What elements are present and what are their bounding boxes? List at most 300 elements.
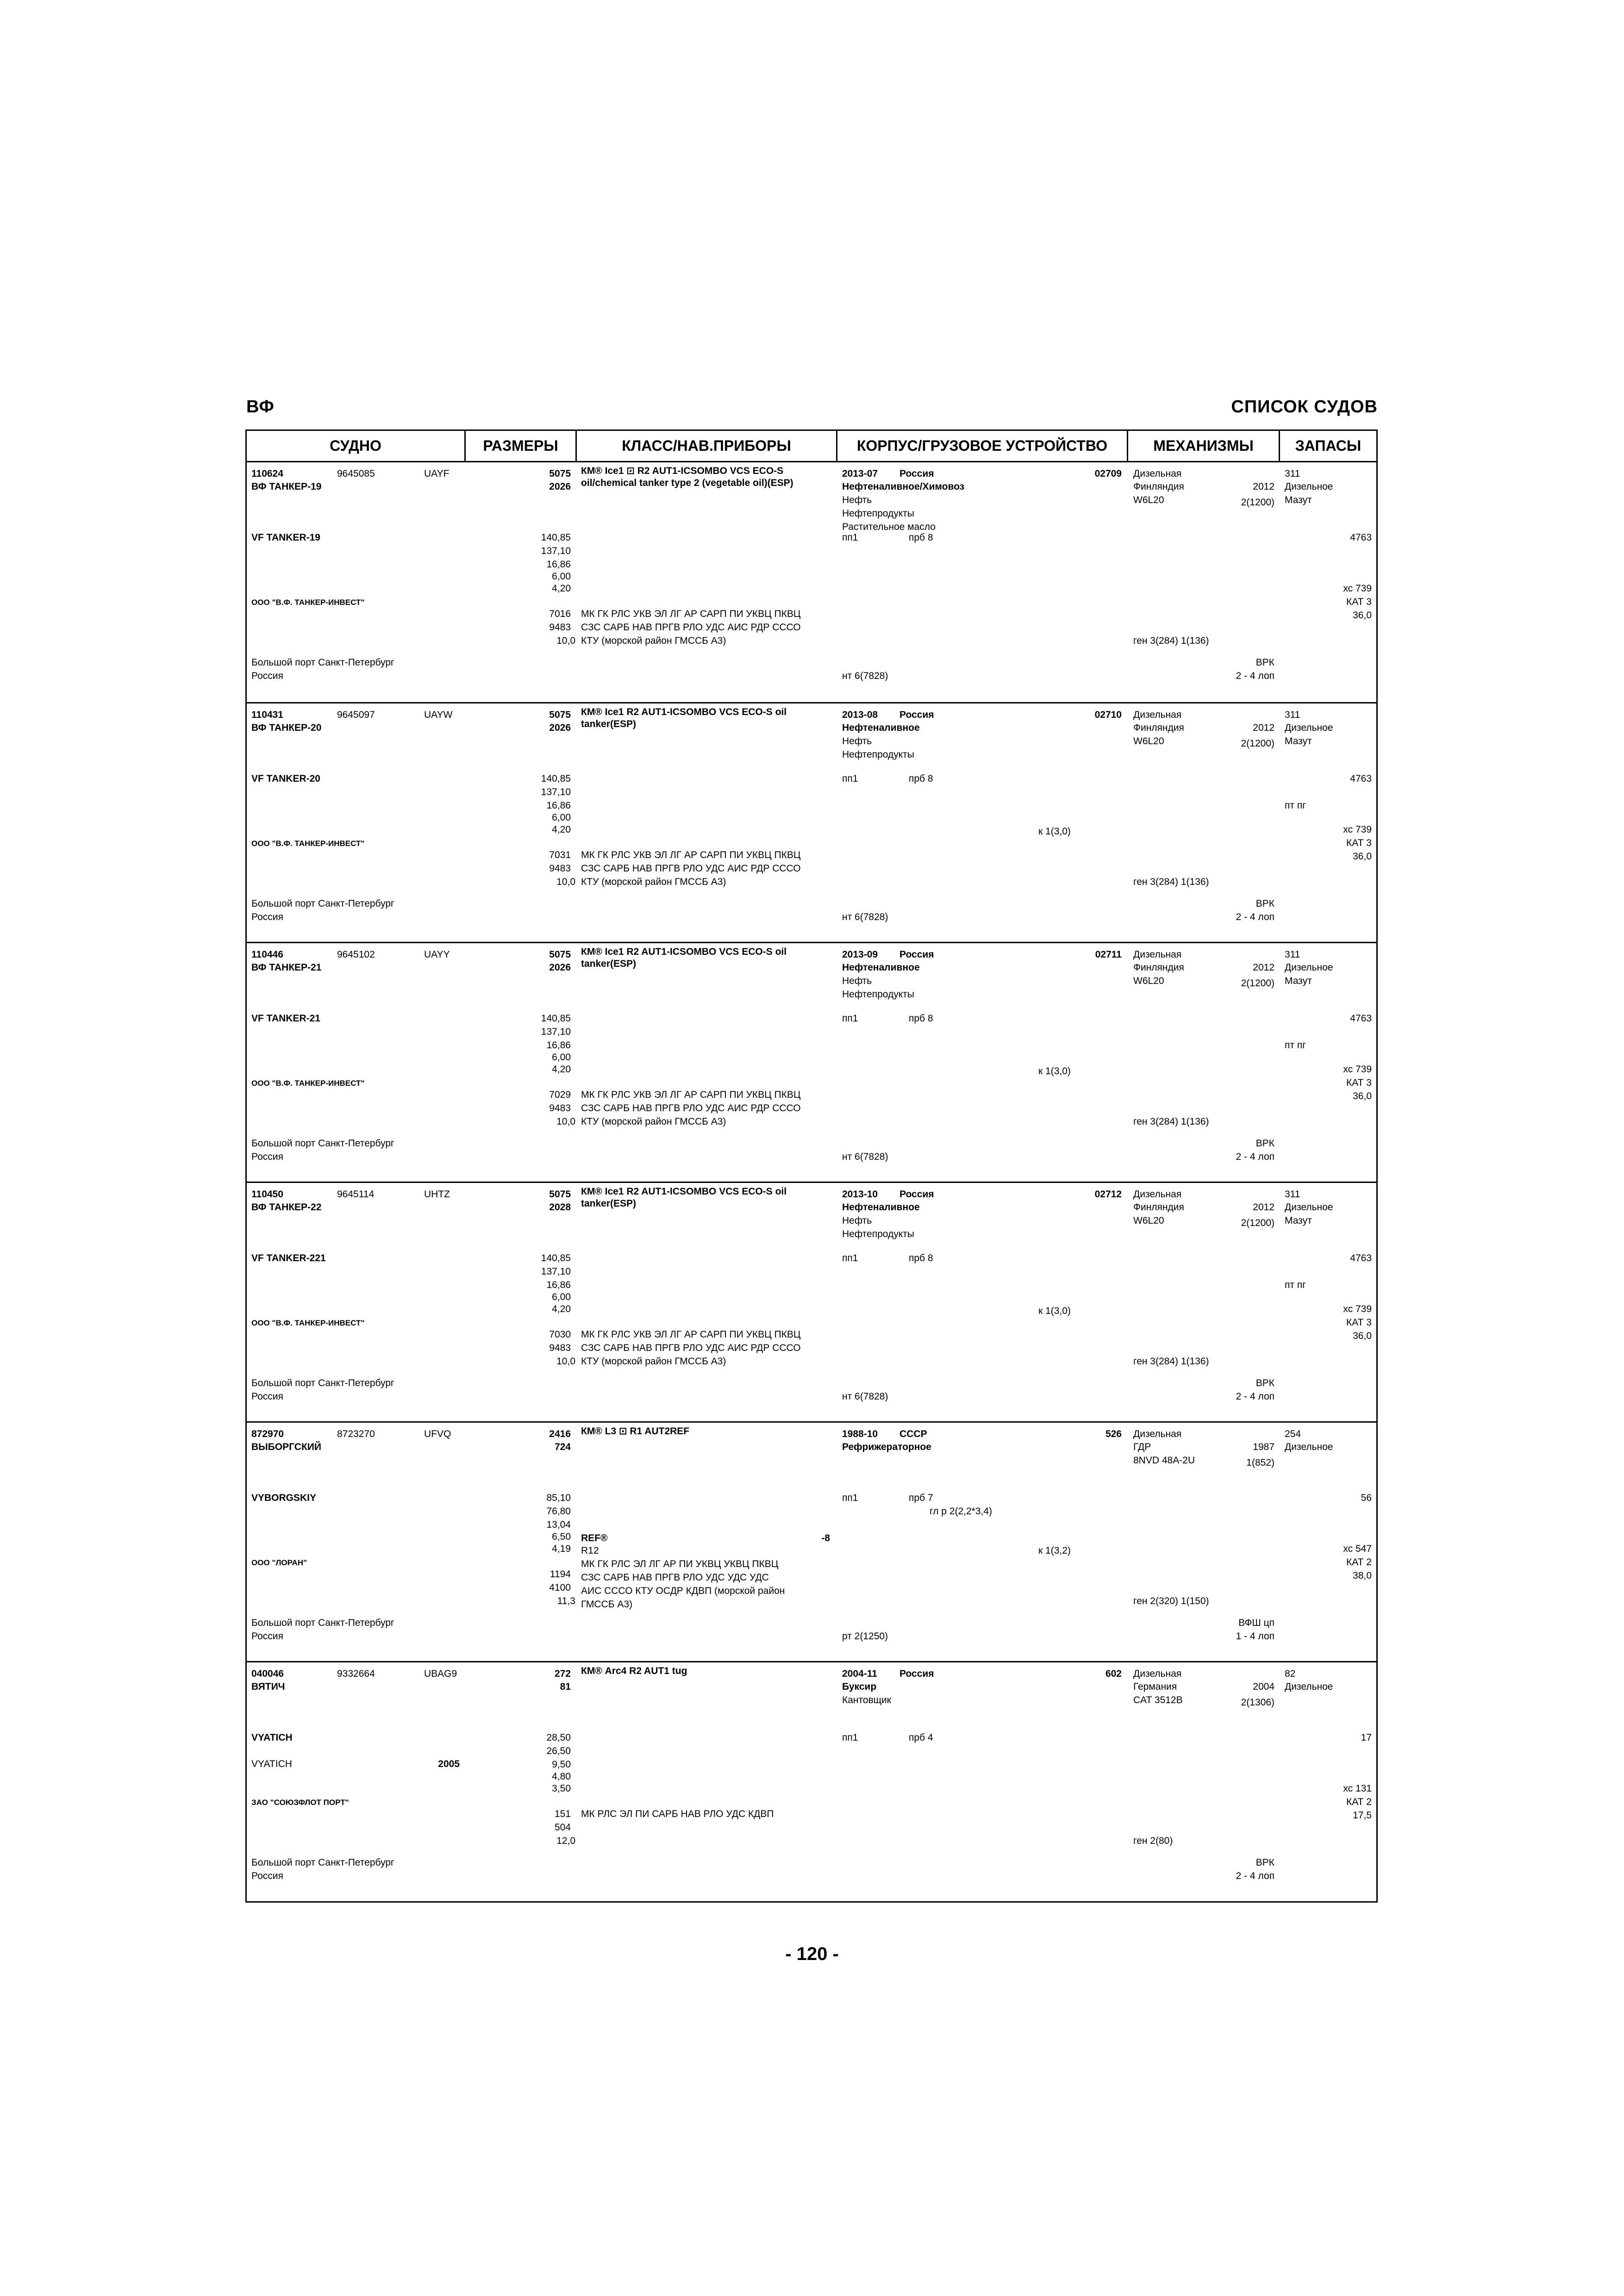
gross-tonnage: 5075 (549, 468, 571, 479)
build-country: Россия (899, 1189, 934, 1200)
call-sign: UHTZ (424, 1189, 450, 1200)
nav-equipment-line: КТУ (морской район ГМССБ А3) (581, 1356, 726, 1367)
engine-type: Дизельная (1133, 1189, 1182, 1200)
cargo-types-line: Кантовщик (842, 1695, 891, 1705)
breadth: 13,04 (546, 1519, 571, 1530)
nav-equipment-line: СЗС САРБ НАВ ПРГВ РЛО УДС АИС РДР СССО (581, 863, 801, 874)
call-sign: UBAG9 (424, 1668, 457, 1679)
cargo-types-line: Нефтепродукты (842, 749, 914, 760)
class-notation (581, 465, 793, 489)
imo-number: 9645097 (337, 709, 375, 720)
length-overall: 140,85 (541, 532, 571, 543)
flag-country: Россия (251, 1391, 283, 1402)
deadweight: 7016 (549, 609, 571, 619)
engine-year: 1987 (1253, 1442, 1274, 1452)
propeller-blades: 2 - 4 лоп (1236, 671, 1274, 681)
nav-equipment-line: МК ГК РЛС УКВ ЭЛ ЛГ АР САРП ПИ УКВЦ ПКВЦ (581, 850, 801, 860)
imo-number: 8723270 (337, 1429, 375, 1439)
fuel-type-2: Мазут (1285, 495, 1312, 505)
home-port: Большой порт Санкт-Петербург (251, 1857, 394, 1868)
engine-country: Финляндия (1133, 722, 1184, 733)
ship-name: ВФ ТАНКЕР-21 (251, 962, 322, 973)
stores-xs: хс 739 (1343, 824, 1372, 835)
length-perpendiculars: 137,10 (541, 546, 571, 556)
bulkheads: прб 8 (909, 773, 933, 784)
home-port: Большой порт Санкт-Петербург (251, 1138, 394, 1149)
class-notation (581, 1186, 787, 1210)
engine-type: Дизельная (1133, 949, 1182, 960)
cranes: к 1(3,0) (1038, 1066, 1071, 1076)
propeller-blades: 2 - 4 лоп (1236, 912, 1274, 922)
decks: пп1 (842, 1732, 858, 1743)
hull-type: Рефрижераторное (842, 1442, 931, 1452)
stores-xs: хс 547 (1343, 1543, 1372, 1554)
fuel-type: Дизельное (1285, 1202, 1333, 1213)
fuel-type: Дизельное (1285, 962, 1333, 973)
ship-record (247, 462, 1376, 703)
deadweight: 1194 (550, 1569, 571, 1580)
net-tonnage: 2026 (549, 481, 571, 492)
stores-marks: пт пг (1285, 800, 1306, 811)
cargo-types-line: Нефтепродукты (842, 508, 914, 519)
flag-country: Россия (251, 1631, 283, 1642)
class-notation-line: КМ® Arc4 R2 AUT1 tug (581, 1666, 687, 1676)
breadth: 16,86 (546, 559, 571, 570)
stores-capacity: 82 (1285, 1668, 1296, 1679)
ship-name: ВФ ТАНКЕР-20 (251, 722, 322, 733)
build-country: Россия (899, 468, 934, 479)
cargo-capacity: 9483 (549, 863, 571, 874)
fuel-type-2: Мазут (1285, 1215, 1312, 1226)
stores-capacity: 311 (1285, 709, 1300, 720)
nav-equipment (581, 1557, 785, 1611)
cargo-types-line: Нефтепродукты (842, 1229, 914, 1239)
stores-category: КАТ 3 (1346, 597, 1372, 607)
ship-former-name: VYATICH (251, 1759, 292, 1769)
stores-xs: хс 739 (1343, 583, 1372, 594)
speed: 10,0 (556, 635, 575, 646)
yard-number: 02710 (1094, 709, 1122, 720)
generators: ген 3(284) 1(136) (1133, 1356, 1209, 1367)
depth: 6,00 (552, 571, 571, 582)
class-notation (581, 946, 787, 970)
ship-owner: ООО "В.Ф. ТАНКЕР-ИНВЕСТ" (251, 598, 365, 607)
engine-year: 2012 (1253, 481, 1274, 492)
engine-year: 2012 (1253, 1202, 1274, 1213)
engine-model: CAT 3512B (1133, 1695, 1183, 1705)
engine-type: Дизельная (1133, 468, 1182, 479)
propeller: ВРК (1255, 1378, 1274, 1388)
speed: 12,0 (556, 1836, 575, 1846)
registry-number: 110446 (251, 949, 283, 960)
speed: 10,0 (556, 1116, 575, 1127)
generators: ген 3(284) 1(136) (1133, 635, 1209, 646)
class-notation (581, 1425, 689, 1437)
length-perpendiculars: 76,80 (546, 1506, 571, 1517)
registry-number: 110624 (251, 468, 283, 479)
build-country: Россия (899, 1668, 934, 1679)
depth: 6,00 (552, 812, 571, 823)
tanks: нт 6(7828) (842, 1151, 888, 1162)
stores-marks: пт пг (1285, 1040, 1306, 1051)
hull-type: Нефтеналивное (842, 722, 920, 733)
depth: 6,50 (552, 1531, 571, 1542)
decks: пп1 (842, 1253, 858, 1263)
depth: 6,00 (552, 1052, 571, 1063)
deadweight: 7031 (549, 850, 571, 860)
imo-number: 9645085 (337, 468, 375, 479)
col-header-machinery: МЕХАНИЗМЫ (1153, 437, 1254, 454)
stores-xs-value: 36,0 (1353, 851, 1372, 862)
cargo-types-line: Растительное масло (842, 522, 936, 532)
nav-equipment-line: КТУ (морской район ГМССБ А3) (581, 635, 726, 646)
build-date: 2004-11 (842, 1668, 877, 1679)
stores-value: 4763 (1350, 773, 1372, 784)
fuel-type: Дизельное (1285, 1442, 1333, 1452)
engine-country: Финляндия (1133, 962, 1184, 973)
breadth: 16,86 (546, 800, 571, 811)
stores-xs-value: 38,0 (1353, 1570, 1372, 1581)
ship-owner: ООО "В.Ф. ТАНКЕР-ИНВЕСТ" (251, 1079, 365, 1088)
cargo-capacity: 9483 (549, 622, 571, 633)
stores-xs-value: 17,5 (1353, 1810, 1372, 1821)
class-notation-line: tanker(ESP) (581, 958, 637, 969)
length-overall: 140,85 (541, 1013, 571, 1024)
ship-owner: ЗАО "СОЮЗФЛОТ ПОРТ" (251, 1798, 349, 1807)
deadweight: 7029 (549, 1089, 571, 1100)
propeller: ВРК (1255, 1857, 1274, 1868)
header-left: ВФ (246, 397, 275, 417)
draught: 4,20 (552, 1304, 571, 1314)
stores-value: 4763 (1350, 1253, 1372, 1263)
gross-tonnage: 2416 (549, 1429, 571, 1439)
ship-name-latin: VF TANKER-21 (251, 1013, 320, 1024)
yard-number: 02711 (1095, 949, 1122, 960)
cranes: к 1(3,0) (1038, 826, 1071, 837)
imo-number: 9332664 (337, 1668, 375, 1679)
yard-number: 526 (1105, 1429, 1122, 1439)
nav-equipment-line: МК ГК РЛС ЭЛ ЛГ АР ПИ УКВЦ УКВЦ ПКВЦ (581, 1559, 779, 1569)
ship-name-latin: VF TANKER-221 (251, 1253, 326, 1263)
class-notation-line: КМ® L3 ⊡ R1 AUT2REF (581, 1426, 690, 1437)
breadth: 9,50 (552, 1759, 571, 1770)
hull-type: Нефтеналивное (842, 962, 920, 973)
stores-value: 56 (1361, 1493, 1372, 1503)
stores-value: 17 (1361, 1732, 1372, 1743)
ship-owner: ООО "В.Ф. ТАНКЕР-ИНВЕСТ" (251, 1319, 365, 1327)
length-perpendiculars: 137,10 (541, 1266, 571, 1277)
call-sign: UFVQ (424, 1429, 451, 1439)
home-port: Большой порт Санкт-Петербург (251, 1618, 394, 1628)
ship-name-latin: VYATICH (251, 1732, 293, 1743)
fuel-type-2: Мазут (1285, 736, 1312, 747)
ship-table (245, 429, 1378, 1903)
decks: пп1 (842, 532, 858, 543)
hatches: гл р 2(2,2*3,4) (930, 1506, 993, 1517)
engine-model: W6L20 (1133, 1215, 1164, 1226)
class-notation-line: КМ® Ice1 ⊡ R2 AUT1-ICSOMBO VCS ECO-S (581, 466, 784, 476)
net-tonnage: 2026 (549, 722, 571, 733)
nav-equipment (581, 1328, 801, 1368)
stores-category: КАТ 3 (1346, 1077, 1372, 1088)
fuel-type: Дизельное (1285, 722, 1333, 733)
speed: 10,0 (556, 877, 575, 887)
speed: 11,3 (557, 1596, 575, 1606)
class-notation (581, 1665, 687, 1677)
bulkheads: прб 8 (909, 1013, 933, 1024)
column-headers (247, 431, 1376, 462)
tanks: нт 6(7828) (842, 671, 888, 681)
propeller-blades: 1 - 4 лоп (1236, 1631, 1274, 1642)
yard-number: 02709 (1094, 468, 1122, 479)
nav-equipment-line: СЗС САРБ НАВ ПРГВ РЛО УДС УДС УДС (581, 1572, 769, 1583)
nav-equipment (581, 607, 801, 647)
nav-equipment-line: ГМССБ А3) (581, 1599, 633, 1610)
net-tonnage: 2028 (549, 1202, 571, 1213)
class-notation-line: tanker(ESP) (581, 719, 637, 729)
nav-equipment-line: КТУ (морской район ГМССБ А3) (581, 1116, 726, 1127)
fuel-type: Дизельное (1285, 1681, 1333, 1692)
gross-tonnage: 5075 (549, 949, 571, 960)
draught: 3,50 (552, 1783, 571, 1794)
net-tonnage: 724 (554, 1442, 571, 1452)
engine-power: 2(1200) (1241, 497, 1274, 508)
length-overall: 85,10 (546, 1493, 571, 1503)
yard-number: 602 (1105, 1668, 1122, 1679)
engine-country: Финляндия (1133, 481, 1184, 492)
flag-country: Россия (251, 1151, 283, 1162)
cargo-capacity: 9483 (549, 1343, 571, 1353)
build-date: 2013-09 (842, 949, 878, 960)
cargo-types-line: Нефтепродукты (842, 989, 914, 1000)
home-port: Большой порт Санкт-Петербург (251, 1378, 394, 1388)
tanks: нт 6(7828) (842, 1391, 888, 1402)
build-date: 2013-10 (842, 1189, 878, 1200)
yard-number: 02712 (1094, 1189, 1122, 1200)
propeller: ВРК (1255, 657, 1274, 668)
ship-owner: ООО "В.Ф. ТАНКЕР-ИНВЕСТ" (251, 839, 365, 848)
ref-class-label: REF® (581, 1533, 608, 1543)
draught: 4,19 (552, 1543, 571, 1554)
nav-equipment (581, 848, 801, 889)
engine-year: 2004 (1253, 1681, 1274, 1692)
home-port: Большой порт Санкт-Петербург (251, 657, 394, 668)
ship-record (247, 943, 1376, 1183)
class-notation-line: tanker(ESP) (581, 1198, 637, 1209)
ship-record (247, 703, 1376, 943)
nav-equipment-line: АИС СССО КТУ ОСДР КДВП (морской район (581, 1586, 785, 1596)
build-country: СССР (899, 1429, 927, 1439)
depth: 4,80 (552, 1771, 571, 1782)
tanks: рт 2(1250) (842, 1631, 888, 1642)
ship-record (247, 1183, 1376, 1423)
length-perpendiculars: 137,10 (541, 787, 571, 797)
engine-power: 2(1306) (1241, 1697, 1274, 1708)
stores-marks: пт пг (1285, 1280, 1306, 1290)
class-notation-line: oil/chemical tanker type 2 (vegetable oil)(ESP) (581, 478, 793, 488)
imo-number: 9645102 (337, 949, 375, 960)
col-header-ship: СУДНО (330, 437, 381, 454)
length-overall: 140,85 (541, 773, 571, 784)
stores-category: КАТ 2 (1346, 1797, 1372, 1807)
col-header-stores: ЗАПАСЫ (1295, 437, 1362, 454)
nav-equipment-line: КТУ (морской район ГМССБ А3) (581, 877, 726, 887)
col-header-dimensions: РАЗМЕРЫ (483, 437, 558, 454)
build-date: 2013-08 (842, 709, 878, 720)
decks: пп1 (842, 773, 858, 784)
ship-name-latin: VF TANKER-20 (251, 773, 320, 784)
depth: 6,00 (552, 1292, 571, 1302)
engine-year: 2012 (1253, 722, 1274, 733)
engine-power: 2(1200) (1241, 738, 1274, 749)
stores-value: 4763 (1350, 1013, 1372, 1024)
breadth: 16,86 (546, 1280, 571, 1290)
length-perpendiculars: 26,50 (546, 1746, 571, 1756)
cargo-types-line: Нефть (842, 495, 872, 505)
engine-year: 2012 (1253, 962, 1274, 973)
nav-equipment (581, 1088, 801, 1128)
stores-category: КАТ 3 (1346, 1317, 1372, 1328)
ship-name: ВЯТИЧ (251, 1681, 285, 1692)
call-sign: UAYW (424, 709, 453, 720)
bulkheads: прб 8 (909, 532, 933, 543)
former-name-year: 2005 (438, 1759, 460, 1769)
breadth: 16,86 (546, 1040, 571, 1051)
draught: 4,20 (552, 1064, 571, 1075)
cargo-types (842, 974, 914, 1001)
registry-number: 872970 (251, 1429, 284, 1439)
header-right: СПИСОК СУДОВ (1231, 397, 1378, 417)
class-notation-line: КМ® Ice1 R2 AUT1-ICSOMBO VCS ECO-S oil (581, 1186, 787, 1197)
engine-type: Дизельная (1133, 709, 1182, 720)
cargo-types (842, 1214, 914, 1241)
class-notation-line: КМ® Ice1 R2 AUT1-ICSOMBO VCS ECO-S oil (581, 707, 787, 717)
engine-country: ГДР (1133, 1442, 1151, 1452)
imo-number: 9645114 (337, 1189, 375, 1200)
engine-model: W6L20 (1133, 976, 1164, 986)
cargo-capacity: 9483 (549, 1103, 571, 1114)
col-header-hull: КОРПУС/ГРУЗОВОЕ УСТРОЙСТВО (856, 437, 1108, 454)
net-tonnage: 2026 (549, 962, 571, 973)
propeller: ВФШ цп (1238, 1618, 1274, 1628)
hull-type: Нефтеналивное/Химовоз (842, 481, 965, 492)
cranes: к 1(3,0) (1038, 1306, 1071, 1316)
registry-number: 110431 (251, 709, 283, 720)
nav-equipment-line: СЗС САРБ НАВ ПРГВ РЛО УДС АИС РДР СССО (581, 1103, 801, 1114)
propeller: ВРК (1255, 898, 1274, 909)
registry-number: 040046 (251, 1668, 284, 1679)
stores-value: 4763 (1350, 532, 1372, 543)
build-country: Россия (899, 949, 934, 960)
stores-xs: хс 131 (1343, 1783, 1372, 1794)
engine-power: 1(852) (1246, 1457, 1274, 1468)
stores-xs-value: 36,0 (1353, 610, 1372, 621)
hull-type: Нефтеналивное (842, 1202, 920, 1213)
length-overall: 28,50 (546, 1732, 571, 1743)
ship-name-latin: VF TANKER-19 (251, 532, 320, 543)
fuel-type-2: Мазут (1285, 976, 1312, 986)
ship-record (247, 1423, 1376, 1662)
gross-tonnage: 5075 (549, 709, 571, 720)
nav-equipment-line: МК ГК РЛС УКВ ЭЛ ЛГ АР САРП ПИ УКВЦ ПКВЦ (581, 1329, 801, 1340)
engine-model: W6L20 (1133, 736, 1164, 747)
engine-model: 8NVD 48A-2U (1133, 1455, 1195, 1466)
cargo-capacity: 504 (554, 1822, 571, 1833)
nav-equipment-line: СЗС САРБ НАВ ПРГВ РЛО УДС АИС РДР СССО (581, 622, 801, 633)
nav-equipment-line: МК ГК РЛС УКВ ЭЛ ЛГ АР САРП ПИ УКВЦ ПКВЦ (581, 1089, 801, 1100)
cargo-types (842, 1693, 891, 1707)
engine-power: 2(1200) (1241, 978, 1274, 989)
call-sign: UAYY (424, 949, 450, 960)
fuel-type: Дизельное (1285, 481, 1333, 492)
col-header-class: КЛАСС/НАВ.ПРИБОРЫ (622, 437, 791, 454)
stores-capacity: 311 (1285, 949, 1300, 960)
ship-owner: ООО "ЛОРАН" (251, 1558, 307, 1567)
engine-type: Дизельная (1133, 1668, 1182, 1679)
build-date: 2013-07 (842, 468, 878, 479)
propeller-blades: 2 - 4 лоп (1236, 1391, 1274, 1402)
length-perpendiculars: 137,10 (541, 1027, 571, 1037)
cargo-types (842, 734, 914, 761)
stores-category: КАТ 3 (1346, 838, 1372, 848)
draught: 4,20 (552, 583, 571, 594)
cargo-types (842, 493, 936, 534)
stores-capacity: 254 (1285, 1429, 1301, 1439)
flag-country: Россия (251, 912, 283, 922)
cargo-types-line: Нефть (842, 976, 872, 986)
net-tonnage: 81 (560, 1681, 571, 1692)
engine-type: Дизельная (1133, 1429, 1182, 1439)
ship-record (247, 1662, 1376, 1901)
generators: ген 3(284) 1(136) (1133, 1116, 1209, 1127)
ship-name: ВФ ТАНКЕР-22 (251, 1202, 322, 1213)
generators: ген 2(320) 1(150) (1133, 1596, 1209, 1606)
cranes: к 1(3,2) (1038, 1545, 1071, 1556)
gross-tonnage: 5075 (549, 1189, 571, 1200)
gross-tonnage: 272 (554, 1668, 571, 1679)
propeller-blades: 2 - 4 лоп (1236, 1151, 1274, 1162)
class-extra: R12 (581, 1545, 599, 1556)
decks: пп1 (842, 1493, 858, 1503)
engine-power: 2(1200) (1241, 1218, 1274, 1228)
flag-country: Россия (251, 1871, 283, 1881)
page-number: - 120 - (785, 1944, 839, 1964)
propeller-blades: 2 - 4 лоп (1236, 1871, 1274, 1881)
class-notation-line: КМ® Ice1 R2 AUT1-ICSOMBO VCS ECO-S oil (581, 946, 787, 957)
class-notation (581, 706, 787, 730)
nav-equipment (581, 1807, 774, 1821)
stores-capacity: 311 (1285, 1189, 1300, 1200)
stores-xs: хс 739 (1343, 1064, 1372, 1075)
draught: 4,20 (552, 824, 571, 835)
stores-xs: хс 739 (1343, 1304, 1372, 1314)
speed: 10,0 (556, 1356, 575, 1367)
nav-equipment-line: СЗС САРБ НАВ ПРГВ РЛО УДС АИС РДР СССО (581, 1343, 801, 1353)
engine-model: W6L20 (1133, 495, 1164, 505)
generators: ген 2(80) (1133, 1836, 1173, 1846)
registry-number: 110450 (251, 1189, 283, 1200)
cargo-types-line: Нефть (842, 736, 872, 747)
bulkheads: прб 7 (909, 1493, 933, 1503)
home-port: Большой порт Санкт-Петербург (251, 898, 394, 909)
deadweight: 7030 (549, 1329, 571, 1340)
deadweight: 151 (554, 1809, 571, 1819)
build-date: 1988-10 (842, 1429, 878, 1439)
nav-equipment-line: МК РЛС ЭЛ ПИ САРБ НАВ РЛО УДС КДВП (581, 1809, 774, 1819)
flag-country: Россия (251, 671, 283, 681)
cargo-capacity: 4100 (549, 1582, 571, 1593)
stores-xs-value: 36,0 (1353, 1331, 1372, 1341)
